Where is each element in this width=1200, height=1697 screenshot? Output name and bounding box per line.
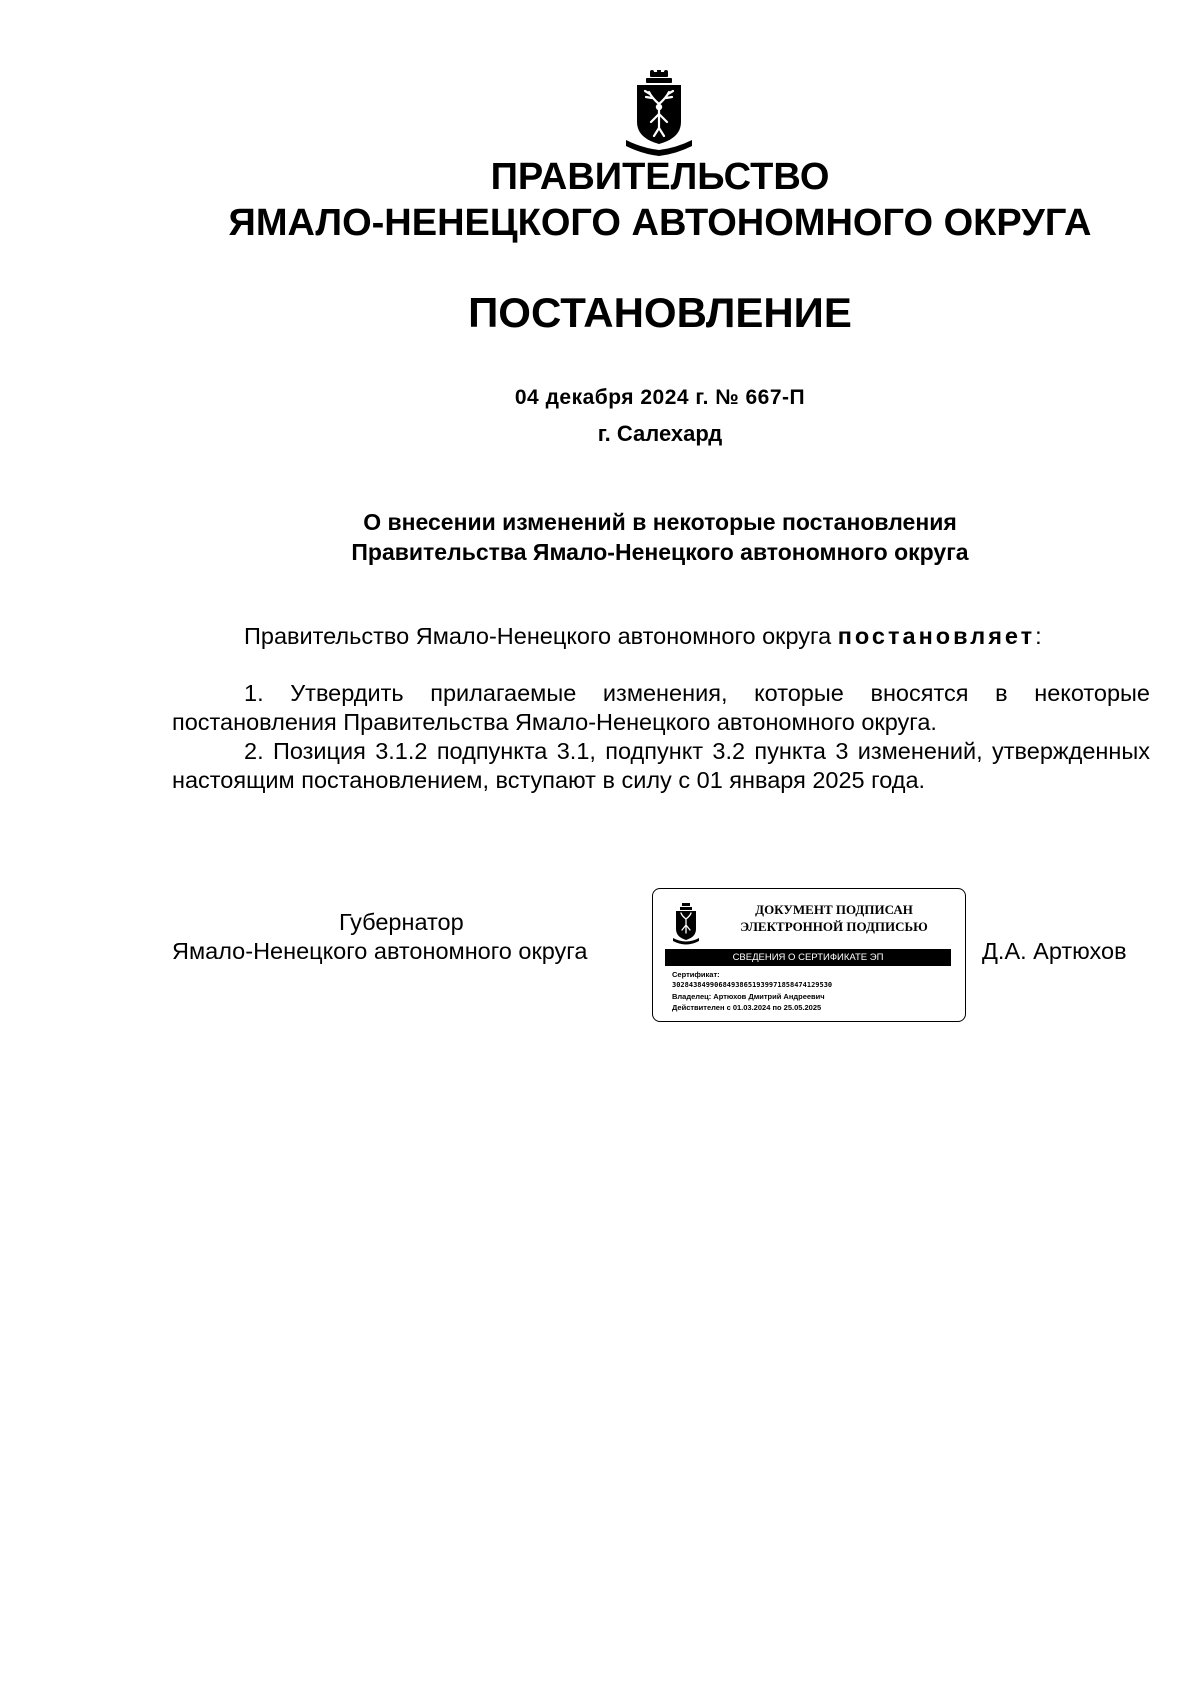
signatory-position-line2: Ямало-Ненецкого автономного округа xyxy=(172,938,588,964)
subject-line2: Правительства Ямало-Ненецкого автономного округа xyxy=(351,539,969,565)
electronic-signature-stamp xyxy=(652,888,966,1022)
preamble-text: Правительство Ямало-Ненецкого автономного округа xyxy=(244,623,838,649)
stamp-certificate-number: 302843849906849386519399718584741295З0 xyxy=(672,981,833,989)
preamble xyxy=(244,622,1042,651)
stamp-title-line2: ЭЛЕКТРОННОЙ ПОДПИСЬЮ xyxy=(740,919,928,934)
preamble-keyword: постановляет xyxy=(837,623,1036,649)
coat-of-arms-icon xyxy=(622,70,696,156)
stamp-validity: Действителен с 01.03.2024 по 25.05.2025 xyxy=(672,1003,822,1012)
document-date-number: 04 декабря 2024 г. № 667-П xyxy=(514,386,806,409)
stamp-certificate-label: Сертификат: xyxy=(672,970,720,979)
stamp-title xyxy=(711,901,957,935)
stamp-certificate-bar: СВЕДЕНИЯ О СЕРТИФИКАТЕ ЭП xyxy=(665,949,951,966)
signatory-name: Д.А. Артюхов xyxy=(982,938,1127,964)
organization-name-line1: ПРАВИТЕЛЬСТВО xyxy=(490,156,830,198)
preamble-end: : xyxy=(1035,623,1042,649)
stamp-owner: Владелец: Артюхов Дмитрий Андреевич xyxy=(672,992,825,1001)
organization-name-line2: ЯМАЛО-НЕНЕЦКОГО АВТОНОМНОГО ОКРУГА xyxy=(228,202,1092,244)
stamp-title-line1: ДОКУМЕНТ ПОДПИСАН xyxy=(755,902,913,917)
subject-line1: О внесении изменений в некоторые постановления xyxy=(363,509,957,535)
signatory-position-line1: Губернатор xyxy=(339,909,464,935)
coat-of-arms-small-icon xyxy=(673,903,699,945)
paragraph-1: 1. Утвердить прилагаемые изменения, которые вносятся в некоторые постановления Правительства Ямало-Ненецкого автономного округа. xyxy=(172,680,1150,735)
paragraph-2: 2. Позиция 3.1.2 подпункта 3.1, подпункт 3.2 пункта 3 изменений, утвержденных настоящим постановлением, вступают в силу с 01 января 2025 года. xyxy=(172,738,1150,793)
document-city: г. Салехард xyxy=(597,421,723,446)
document-type: ПОСТАНОВЛЕНИЕ xyxy=(468,289,852,336)
